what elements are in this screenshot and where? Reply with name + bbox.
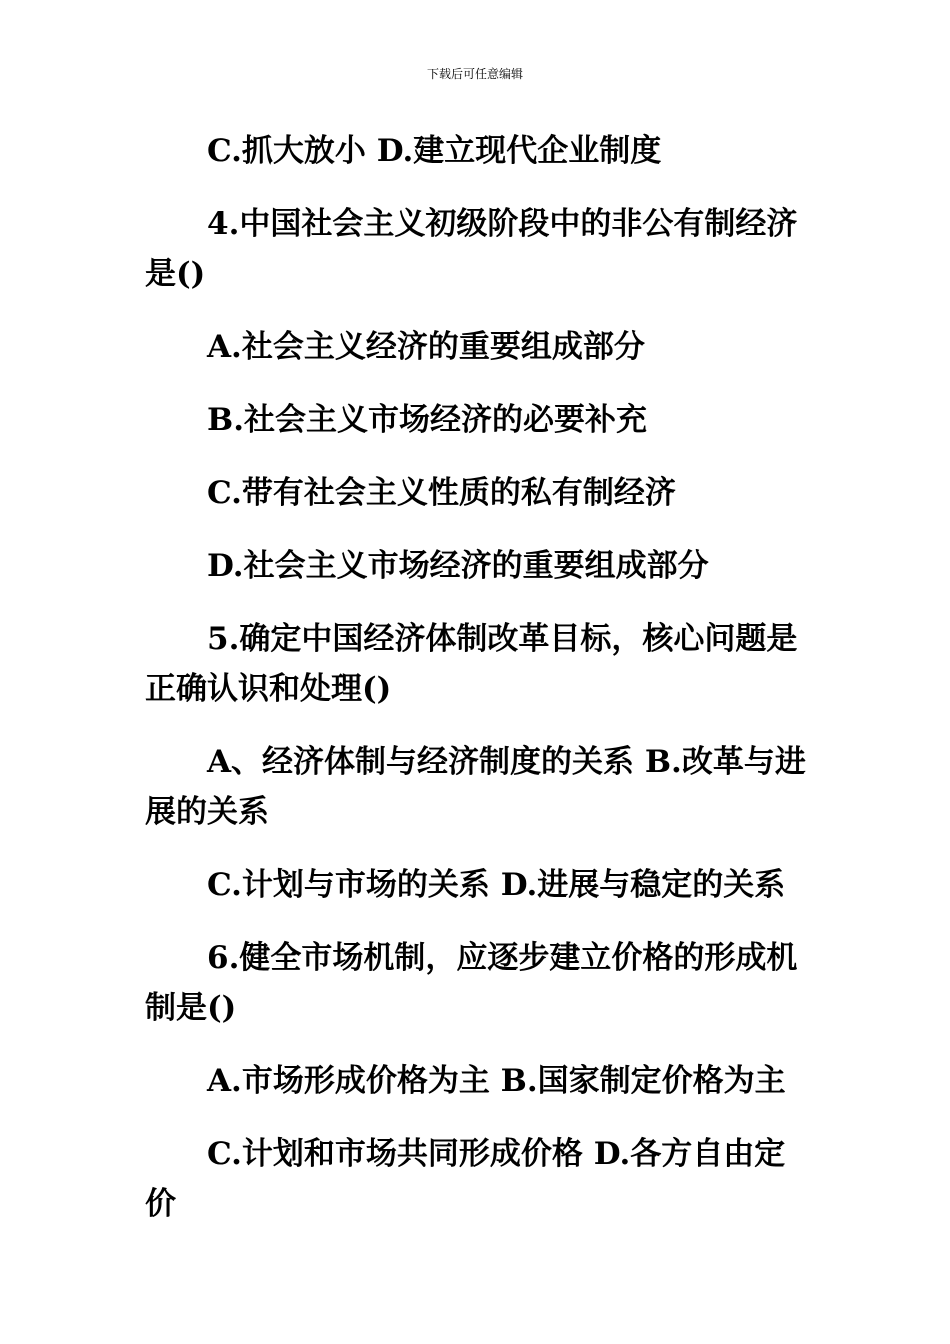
- page-header: 下载后可任意编辑: [426, 67, 523, 81]
- document-body: [145, 126, 810, 1252]
- option-line: A、经济体制与经济制度的关系 B.改革与进展的关系: [145, 744, 806, 830]
- option-line: C.抓大放小 D.建立现代企业制度: [207, 133, 662, 169]
- option-line: A.社会主义经济的重要组成部分: [207, 329, 645, 365]
- question-4: 4.中国社会主义初级阶段中的非公有制经济是(): [145, 206, 798, 292]
- option-line: C.计划与市场的关系 D.进展与稳定的关系: [207, 867, 786, 903]
- option-line: D.社会主义市场经济的重要组成部分: [207, 548, 709, 584]
- option-line: C.带有社会主义性质的私有制经济: [207, 475, 676, 511]
- option-line: B.社会主义市场经济的必要补充: [207, 402, 647, 438]
- question-6: 6.健全市场机制，应逐步建立价格的形成机制是(): [145, 940, 798, 1026]
- question-5: 5.确定中国经济体制改革目标，核心问题是正确认识和处理(): [145, 621, 798, 707]
- option-line: C.计划和市场共同形成价格 D.各方自由定价: [145, 1136, 786, 1222]
- option-line: A.市场形成价格为主 B.国家制定价格为主: [207, 1063, 786, 1099]
